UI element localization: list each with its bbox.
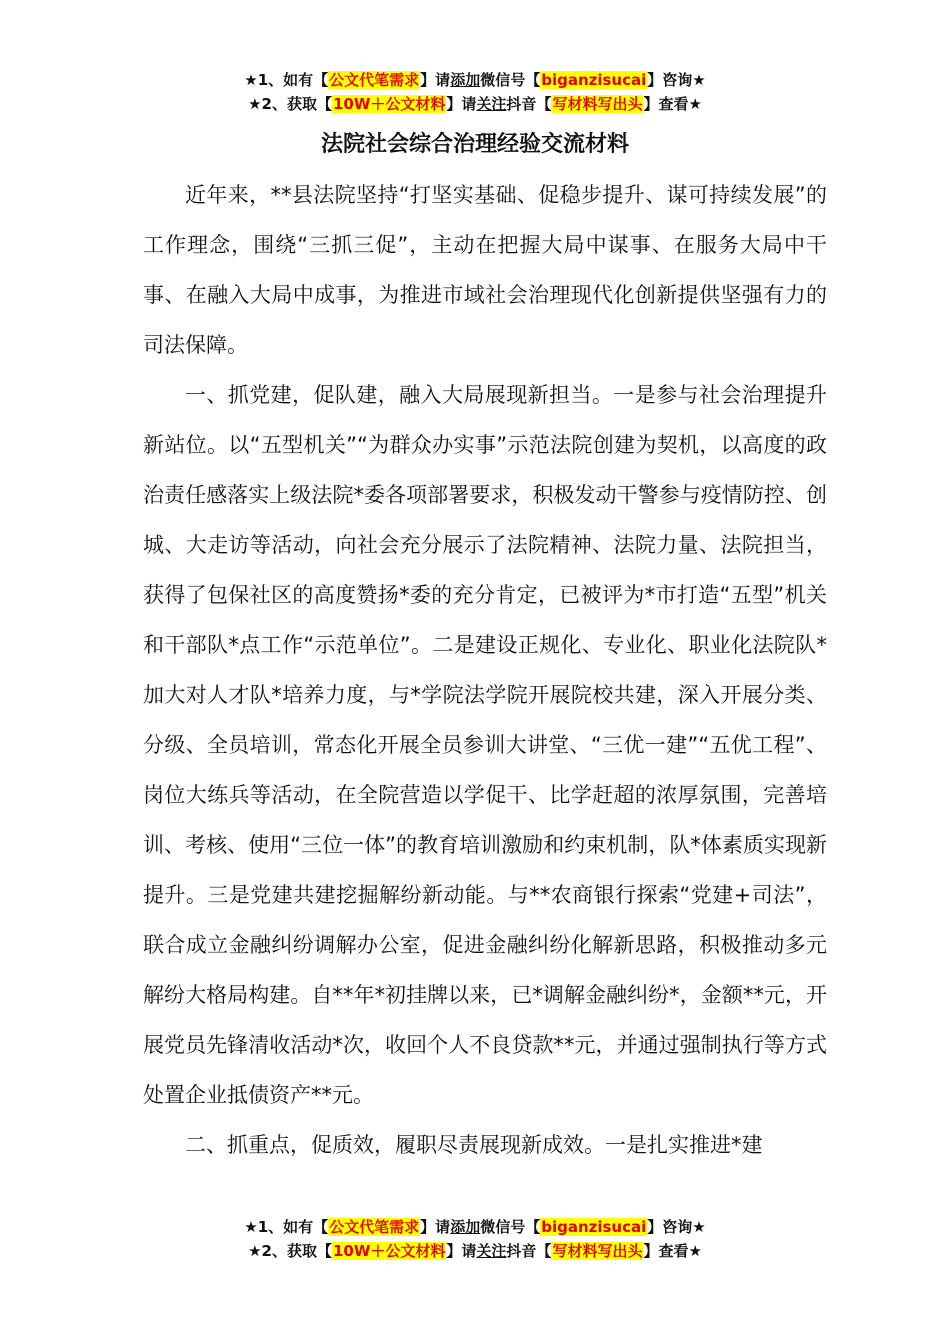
banner-line-1 (0, 68, 950, 92)
highlight-ghostwriting: 公文代笔需求 (329, 1218, 420, 1236)
highlight-wechat-id: biganzisucai (541, 71, 647, 89)
banner-text: 微信号【 (480, 1218, 541, 1236)
document-body (143, 170, 827, 1170)
banner-text: ★2、获取【 (248, 1242, 332, 1260)
banner-text: 微信号【 (480, 71, 541, 89)
banner-text: 】请 (420, 71, 451, 89)
banner-line-2 (0, 92, 950, 116)
paragraph-section-2: 二、抓重点，促质效，履职尽责展现新成效。一是扎实推进*建 (185, 1133, 763, 1157)
banner-text: 】请 (446, 95, 477, 113)
paragraph-section-1: 一、抓党建，促队建，融入大局展现新担当。一是参与社会治理提升新站位。以“五型机关”“为群众办实事”示范法院创建为契机，以高度的政治责任感落实上级法院*委各项部署要求，积极发动干警参与疫情防控、创城、大走访等活动，向社会充分展示了法院精神、法院力量、法院担当，获得了包保社区的高度赞扬*委的充分肯定，已被评为*市打造“五型”机关和干部队*点工作“示范单位”。二是建设正规化、专业化、职业化法院队*加大对人才队*培养力度，与*学院法学院开展院校共建，深入开展分类、分级、全员培训，常态化开展全员参训大讲堂、“三优一建”“五优工程”、岗位大练兵等活动，在全院营造以学促干、比学赶超的浓厚氛围，完善培训、考核、使用“三位一体”的教育培训激励和约束机制，队*体素质实现新提升。三是党建共建挖掘解纷新动能。与**农商银行探索“党建+司法”，联合成立金融纠纷调解办公室，促进金融纠纷化解新思路，积极推动多元解纷大格局构建。自**年*初挂牌以来，已*调解金融纠纷*，金额**元，开展党员先锋清收活动*次，收回个人不良贷款**元，并通过强制执行等方式处置企业抵债资产**元。 (143, 383, 827, 1107)
highlight-materials: 10W＋公文材料 (332, 1242, 446, 1260)
banner-text: 】查看★ (643, 1242, 702, 1260)
banner-underlined-text: 添加 (450, 1218, 481, 1236)
banner-text: 抖音【 (506, 95, 552, 113)
banner-text: ★2、获取【 (248, 95, 332, 113)
paragraph-intro: 近年来，**县法院坚持“打坚实基础、促稳步提升、谋可持续发展”的工作理念，围绕“三抓三促”，主动在把握大局中谋事、在服务大局中干事、在融入大局中成事，为推进市域社会治理现代化创新提供坚强有力的司法保障。 (143, 183, 827, 357)
highlight-douyin-account: 写材料写出头 (552, 1242, 643, 1260)
highlight-materials: 10W＋公文材料 (332, 95, 446, 113)
banner-text: 】咨询★ (647, 1218, 706, 1236)
banner-text: ★1、如有【 (244, 71, 329, 89)
banner-text: 】咨询★ (647, 71, 706, 89)
banner-text: 抖音【 (506, 1242, 552, 1260)
banner-underlined-text: 关注 (476, 95, 507, 113)
highlight-ghostwriting: 公文代笔需求 (329, 71, 420, 89)
banner-underlined-text: 添加 (450, 71, 481, 89)
banner-underlined-text: 关注 (476, 1242, 507, 1260)
highlight-wechat-id: biganzisucai (541, 1218, 647, 1236)
banner-text: 】请 (446, 1242, 477, 1260)
banner-text: 】请 (420, 1218, 451, 1236)
footer-banner (0, 1215, 950, 1263)
banner-text: 】查看★ (643, 95, 702, 113)
banner-text: ★1、如有【 (244, 1218, 329, 1236)
banner-line-2 (0, 1239, 950, 1263)
document-title: 法院社会综合治理经验交流材料 (320, 132, 629, 157)
header-banner (0, 68, 950, 116)
highlight-douyin-account: 写材料写出头 (552, 95, 643, 113)
banner-line-1 (0, 1215, 950, 1239)
